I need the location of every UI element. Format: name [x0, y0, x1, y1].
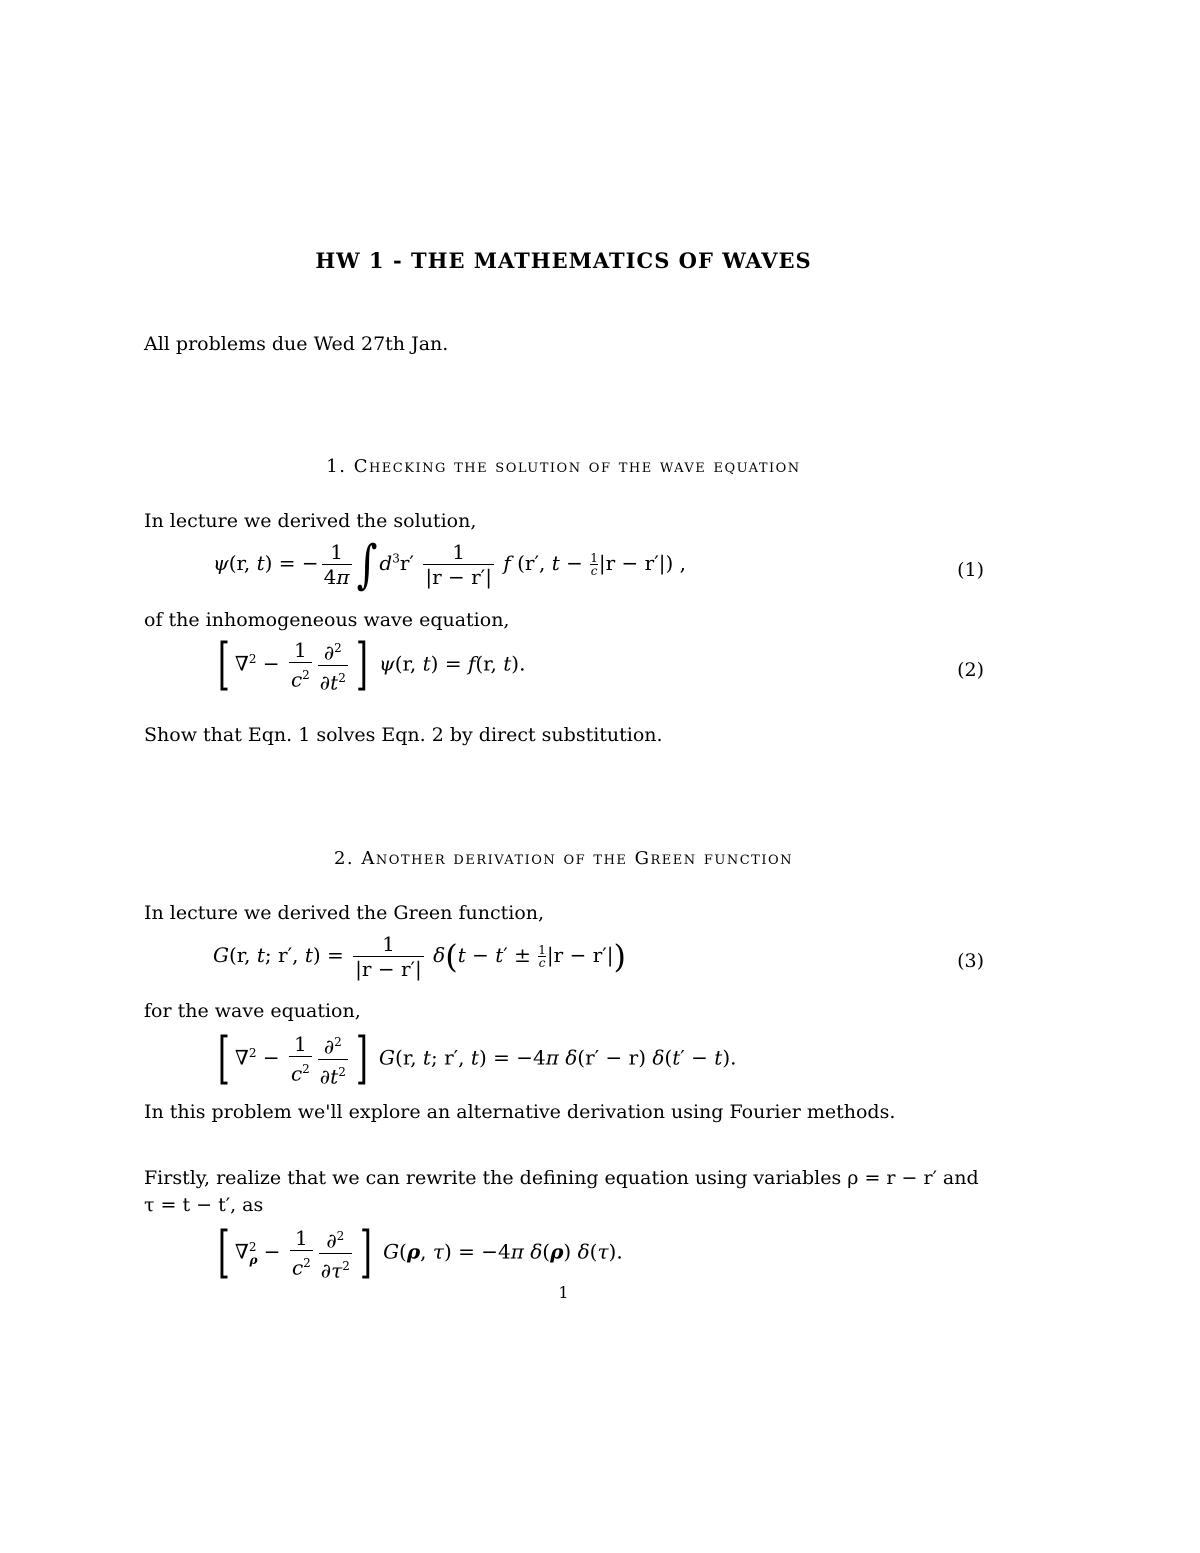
due-date-text: All problems due Wed 27th Jan.	[144, 333, 449, 355]
section-1-intro: In lecture we derived the solution,	[144, 510, 477, 532]
page-number: 1	[558, 1283, 569, 1302]
section-1-task: Show that Eqn. 1 solves Eqn. 2 by direct substitution.	[144, 724, 663, 746]
equation-2: [ ∇$^2$ − $\frac{1}{c^2}$ $\frac{\partial^2}{\partial t^2}$ ] ψ(r, t) = f(r, t).	[217, 632, 526, 698]
section-1-heading: 1. Checking the solution of the wave equation	[326, 456, 801, 477]
equation-4: [ ∇$^2$ − $\frac{1}{c^2}$ $\frac{\partial^2}{\partial t^2}$ ] G(r, t; r′, t) = −4π δ(r′ − r) δ(t′ − t).	[217, 1026, 737, 1092]
section-2-heading: 2. Another derivation of the Green function	[333, 848, 793, 869]
equation-5: [ ∇$^2_\rho$ − $\frac{1}{c^2}$ $\frac{\partial^2}{\partial\tau^2}$ ] G(ρ, τ) = −4π δ(ρ) δ(τ).	[217, 1220, 623, 1286]
section-2-intro: In lecture we derived the Green function,	[144, 902, 545, 924]
section-2-mid-text: for the wave equation,	[144, 1000, 361, 1022]
equation-3: G(r, t; r′, t) = $\frac{1}{|r - r'|}$ δ(t − t′ ± $\frac{1}{c}$ |r − r′|)	[213, 932, 627, 981]
section-1-mid-text: of the inhomogeneous wave equation,	[144, 609, 510, 631]
equation-2-number: (2)	[957, 659, 984, 681]
document-title: HW 1 - THE MATHEMATICS OF WAVES	[315, 248, 812, 273]
equation-3-number: (3)	[957, 950, 984, 972]
equation-1: ψ(r, t) = − $\frac{1}{4\pi}$ ∫ $d^3r'$ $\frac{1}{|r - r'|}$ f (r′, t − $\frac{1}{c}$ |r − r′|) ,	[213, 534, 687, 595]
section-2-explore: In this problem we'll explore an alternative derivation using Fourier methods.	[144, 1101, 896, 1123]
section-2-firstly-line1: Firstly, realize that we can rewrite the defining equation using variables ρ = r − r′ and	[144, 1167, 979, 1189]
section-2-firstly-line2: τ = t − t′, as	[144, 1194, 264, 1216]
equation-1-number: (1)	[957, 559, 984, 581]
